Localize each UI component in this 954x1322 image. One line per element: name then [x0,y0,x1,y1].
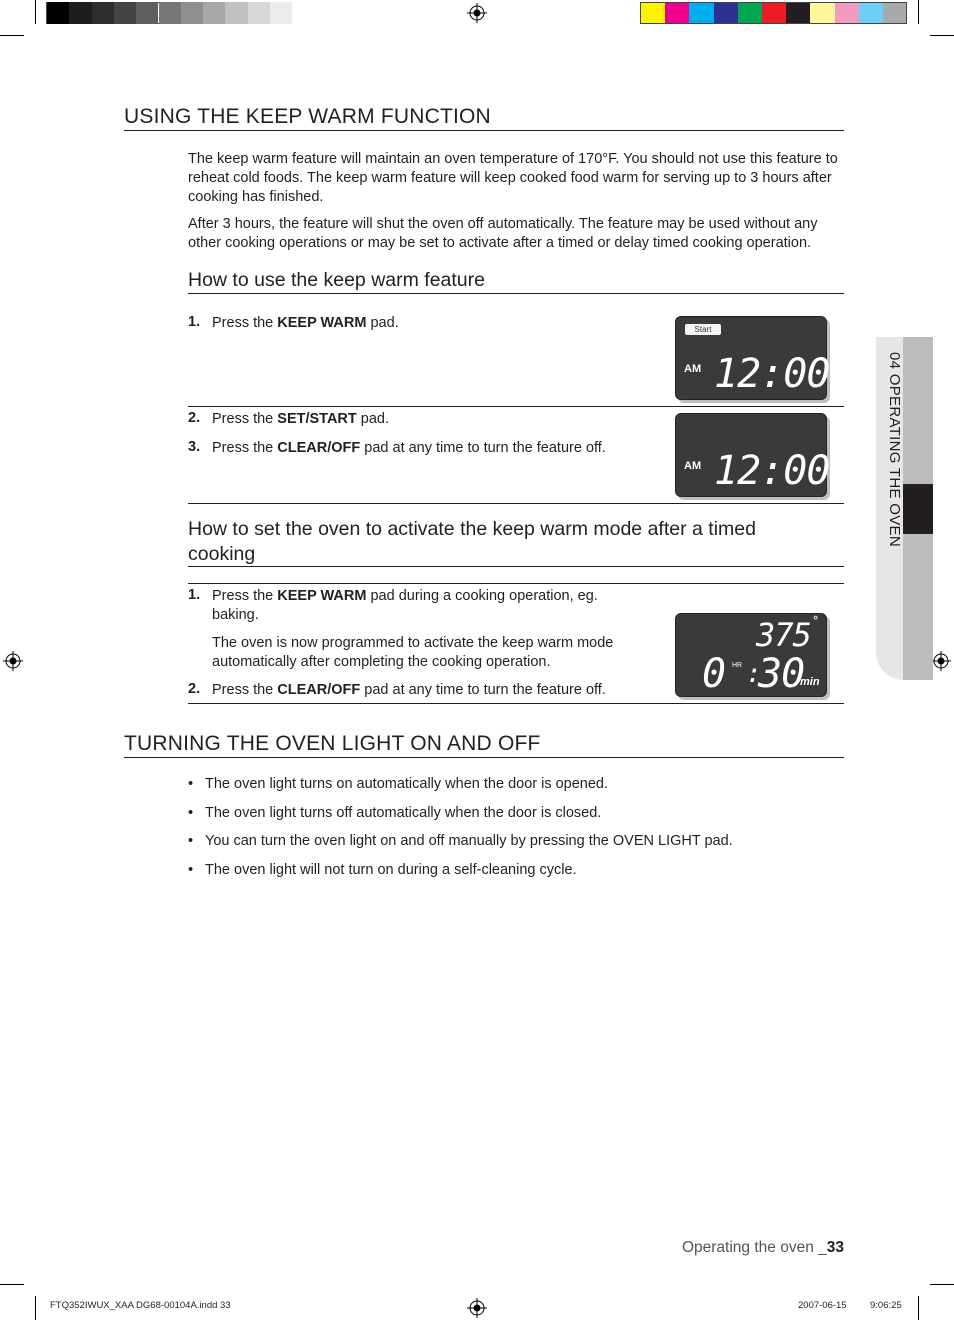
crop-mark [35,0,36,24]
step-divider [188,406,844,407]
min-indicator: min [800,676,820,688]
gray-swatch [203,2,225,24]
gray-swatch [181,2,203,24]
crop-mark [35,1296,36,1320]
degree-indicator: ° [812,614,820,628]
print-time: 9:06:25 [870,1300,902,1311]
hr-indicator: HR [732,662,743,669]
hours-digits: 0 [702,651,727,697]
section-rule [124,757,844,758]
bullet-item: • You can turn the oven light on and off manually by pressing the OVEN LIGHT pad. [188,833,733,849]
crop-mark [0,35,24,36]
bullet-item: • The oven light turns off automatically when the door is closed. [188,805,602,821]
step-number: 2. [188,681,201,697]
step-text: Press the KEEP WARM pad. [212,315,399,331]
step-text: Press the CLEAR/OFF pad at any time to turn the feature off. [212,440,606,456]
step-number: 1. [188,314,201,330]
registration-target-icon [467,3,487,23]
page-footer [682,1239,844,1257]
crop-mark [918,0,919,24]
subsection-title: How to set the oven to activate the keep warm mode after a timed cooking [188,518,756,565]
registration-target-icon [931,651,951,671]
temperature-digits: 375 [756,616,811,654]
print-file-name: FTQ352IWUX_XAA DG68-00104A.indd 33 [50,1300,231,1311]
side-tab-marker [903,484,933,534]
clock-digits: 12:00 [714,448,830,494]
gray-swatch [248,2,270,24]
crop-mark [930,1284,954,1285]
step-divider [188,583,844,584]
step-text: Press the SET/START pad. [212,411,390,427]
step-note: The oven is now programmed to activate the keep warm mode automatically after completing the cooking operation. [212,635,614,670]
step-text: Press the KEEP WARM pad during a cooking operation, eg. baking. [212,588,598,623]
section-title-oven-light: TURNING THE OVEN LIGHT ON AND OFF [124,732,541,755]
section-title-keep-warm: USING THE KEEP WARM FUNCTION [124,105,491,128]
crop-mark [930,35,954,36]
oven-display-timer [675,613,827,697]
gray-swatch [292,2,314,24]
subsection-title: How to use the keep warm feature [188,269,485,291]
gray-swatch [92,2,114,24]
registration-target-icon [3,651,23,671]
gray-swatch [225,2,247,24]
gray-swatch [114,2,136,24]
oven-display-start [675,316,830,400]
step-number: 3. [188,439,201,455]
step-number: 1. [188,587,201,603]
crop-mark [0,1284,24,1285]
start-indicator: Start [685,324,721,335]
step-number: 2. [188,410,201,426]
subsection-rule [188,566,844,567]
clock-digits: 12:00 [714,351,830,397]
step-divider [188,703,844,704]
side-tab-label: 04 OPERATING THE OVEN [886,352,903,547]
am-indicator: AM [684,460,702,472]
time-separator: : [746,659,762,689]
intro-paragraph: The keep warm feature will maintain an oven temperature of 170°F. You should not use this feature to reheat cold foods. The keep warm feature will keep cooked food warm for serving up to 3 hours after cooking has finished. [188,151,838,205]
oven-display-clock [675,413,830,497]
registration-target-icon [467,1298,487,1318]
step-divider [188,503,844,504]
am-indicator: AM [684,363,702,375]
subsection-rule [188,293,844,294]
process-color-bar [640,2,907,24]
section-rule [124,130,844,131]
crop-mark [918,1296,919,1320]
intro-paragraph: After 3 hours, the feature will shut the oven off automatically. The feature may be used without any other cooking operations or may be set to activate after a timed or delay timed cooking operation. [188,216,818,251]
print-date: 2007-06-15 [798,1300,847,1311]
gray-swatch [136,2,158,24]
gray-swatch [69,2,91,24]
page-footer-label: Operating the oven _ [681,1239,827,1256]
page-number: 33 [826,1239,844,1256]
gray-swatch [270,2,292,24]
gray-swatch [47,2,69,24]
gray-swatch [159,2,181,24]
bullet-item: • The oven light will not turn on during a self-cleaning cycle. [188,862,577,878]
minutes-digits: 30 [758,651,805,697]
step-text: Press the CLEAR/OFF pad at any time to turn the feature off. [212,682,606,698]
bullet-item: • The oven light turns on automatically when the door is opened. [188,776,609,792]
